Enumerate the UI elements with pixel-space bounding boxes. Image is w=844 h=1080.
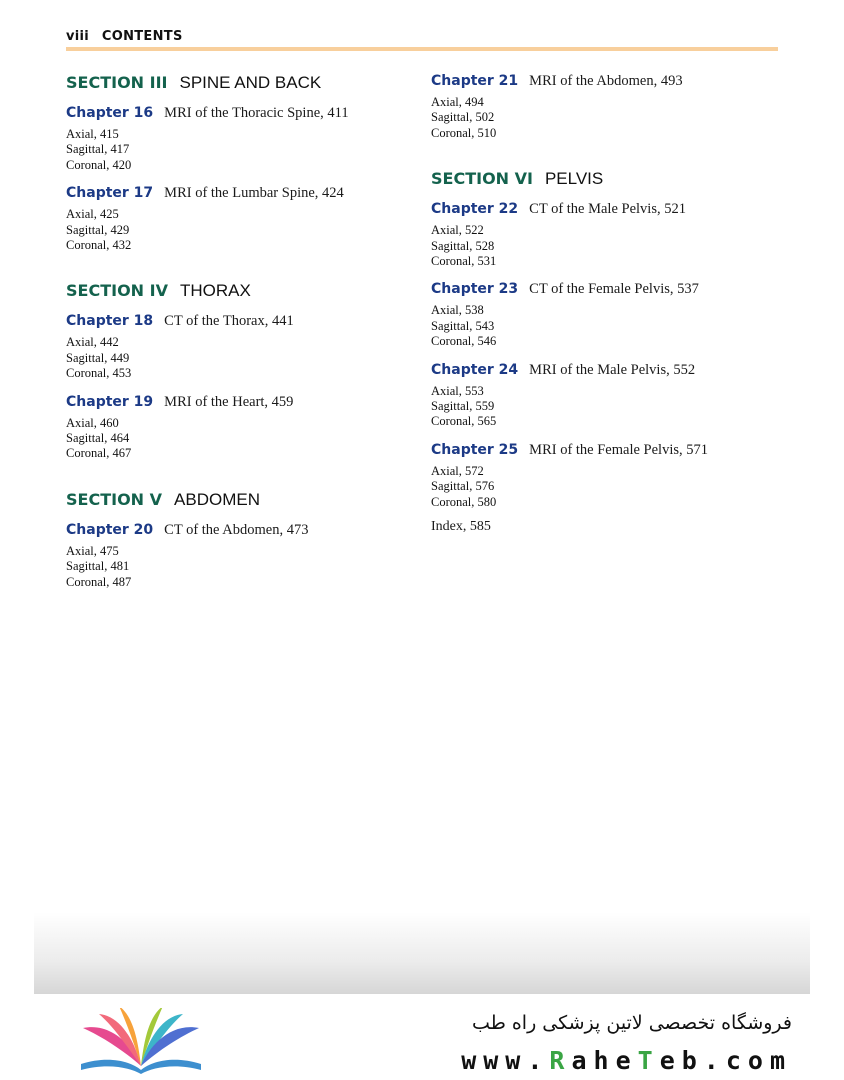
chapter-heading[interactable] [66, 102, 396, 124]
section-spacer [431, 150, 791, 166]
subsection-entry[interactable]: Axial, 475 [66, 543, 119, 558]
subsection-entry[interactable]: Coronal, 467 [66, 446, 132, 461]
subsection-entry[interactable]: Axial, 460 [66, 415, 119, 430]
section-spacer [66, 471, 396, 487]
section-label: SECTION V [66, 489, 163, 509]
chapter-label: Chapter 25 [431, 441, 519, 458]
chapter-label: Chapter 24 [431, 361, 519, 378]
section-heading [431, 166, 791, 192]
chapter-heading[interactable] [431, 198, 791, 220]
chapter-label: Chapter 18 [66, 313, 154, 330]
subsection-entry[interactable]: Sagittal, 502 [431, 110, 495, 125]
subsection-entry[interactable]: Sagittal, 528 [431, 238, 495, 253]
chapter-heading[interactable] [431, 278, 791, 300]
site-part-accent: R [549, 1046, 572, 1075]
site-part: eb.com [659, 1046, 792, 1075]
subsection-entry[interactable]: Coronal, 432 [66, 238, 132, 253]
subsection-entry[interactable]: Sagittal, 449 [66, 350, 130, 365]
chapter-label: Chapter 21 [431, 73, 519, 89]
page-number: viii [66, 29, 90, 44]
site-part-accent: T [637, 1046, 660, 1075]
subsection-entry[interactable]: Sagittal, 481 [66, 559, 130, 574]
section-title: SPINE AND BACK [179, 73, 322, 92]
section-title: PELVIS [544, 169, 604, 189]
chapter-heading[interactable] [431, 359, 791, 381]
subsection-list [66, 335, 396, 381]
subsection-list [431, 303, 791, 349]
subsection-list [66, 127, 396, 173]
section-label: SECTION IV [66, 281, 168, 301]
chapter-block [66, 102, 396, 173]
subsection-entry[interactable]: Coronal, 453 [66, 366, 132, 381]
chapter-heading[interactable] [431, 439, 791, 461]
toc-right-column [431, 70, 791, 535]
subsection-entry[interactable]: Sagittal, 543 [431, 318, 495, 333]
chapter-heading[interactable] [66, 391, 396, 413]
subsection-entry[interactable]: Coronal, 531 [431, 254, 497, 269]
chapter-block [431, 439, 791, 510]
chapter-block [431, 198, 791, 269]
header-title: CONTENTS [101, 29, 183, 44]
subsection-entry[interactable]: Coronal, 565 [431, 414, 497, 429]
section-label: SECTION III [66, 73, 168, 92]
site-part: www. [461, 1046, 550, 1075]
chapter-title: MRI of the Female Pelvis, 571 [529, 441, 708, 458]
chapter-title: CT of the Male Pelvis, 521 [529, 201, 686, 218]
subsection-entry[interactable]: Sagittal, 559 [431, 399, 495, 414]
subsection-entry[interactable]: Axial, 538 [431, 303, 484, 318]
chapter-title: MRI of the Heart, 459 [164, 393, 294, 410]
toc-left-column [66, 70, 396, 599]
chapter-heading[interactable] [66, 310, 396, 332]
chapter-block [66, 182, 396, 253]
chapter-block [431, 70, 791, 141]
chapter-label: Chapter 17 [66, 185, 154, 202]
subsection-list [431, 95, 791, 141]
subsection-entry[interactable]: Axial, 572 [431, 463, 484, 478]
page-bottom-shadow [34, 912, 810, 994]
chapter-label: Chapter 23 [431, 281, 519, 298]
subsection-entry[interactable]: Sagittal, 576 [431, 479, 495, 494]
section-title: THORAX [179, 281, 251, 301]
chapter-title: CT of the Thorax, 441 [164, 313, 294, 330]
subsection-entry[interactable]: Axial, 425 [66, 207, 119, 222]
section-label: SECTION VI [431, 169, 533, 189]
chapter-title: MRI of the Male Pelvis, 552 [529, 361, 696, 378]
section-spacer [66, 262, 396, 278]
subsection-entry[interactable]: Coronal, 580 [431, 494, 497, 509]
subsection-entry[interactable]: Axial, 415 [66, 127, 119, 141]
subsection-list [431, 223, 791, 269]
site-part: ahe [571, 1046, 638, 1075]
subsection-entry[interactable]: Sagittal, 464 [66, 431, 130, 446]
subsection-entry[interactable]: Axial, 442 [66, 335, 119, 350]
chapter-block [66, 519, 396, 590]
subsection-entry[interactable]: Axial, 494 [431, 95, 484, 109]
chapter-heading[interactable] [431, 70, 791, 92]
open-book-icon [78, 1008, 204, 1074]
subsection-entry[interactable]: Sagittal, 429 [66, 222, 130, 237]
subsection-entry[interactable]: Coronal, 487 [66, 574, 132, 589]
section-heading [66, 278, 396, 304]
chapter-title: CT of the Female Pelvis, 537 [529, 281, 699, 298]
running-header [66, 29, 183, 44]
subsection-list [66, 207, 396, 253]
subsection-entry[interactable]: Axial, 553 [431, 383, 484, 398]
chapter-block [431, 359, 791, 430]
section-heading [66, 487, 396, 513]
subsection-list [431, 384, 791, 430]
chapter-label: Chapter 22 [431, 201, 519, 218]
shop-name: فروشگاه تخصصی لاتین پزشکی راه طب [472, 1012, 792, 1034]
chapter-label: Chapter 19 [66, 393, 154, 410]
chapter-block [431, 278, 791, 349]
chapter-heading[interactable] [66, 182, 396, 204]
subsection-list [431, 464, 791, 510]
section-title: ABDOMEN [174, 489, 260, 509]
chapter-title: MRI of the Abdomen, 493 [529, 73, 683, 89]
chapter-title: MRI of the Lumbar Spine, 424 [164, 185, 344, 202]
chapter-title: MRI of the Thoracic Spine, 411 [164, 105, 349, 121]
subsection-entry[interactable]: Sagittal, 417 [66, 142, 130, 157]
subsection-entry[interactable]: Coronal, 546 [431, 334, 497, 349]
website-url[interactable] [461, 1046, 792, 1075]
chapter-label: Chapter 16 [66, 105, 154, 121]
header-rule [66, 47, 778, 51]
subsection-list [66, 544, 396, 590]
section-heading [66, 70, 396, 96]
index-entry[interactable]: Index, 585 [431, 519, 491, 535]
subsection-entry[interactable]: Coronal, 510 [431, 125, 497, 140]
chapter-block [66, 310, 396, 381]
subsection-entry[interactable]: Coronal, 420 [66, 157, 132, 172]
subsection-list [66, 416, 396, 462]
subsection-entry[interactable]: Axial, 522 [431, 223, 484, 238]
chapter-title: CT of the Abdomen, 473 [164, 521, 309, 538]
chapter-heading[interactable] [66, 519, 396, 541]
chapter-label: Chapter 20 [66, 521, 154, 538]
chapter-block [66, 391, 396, 462]
